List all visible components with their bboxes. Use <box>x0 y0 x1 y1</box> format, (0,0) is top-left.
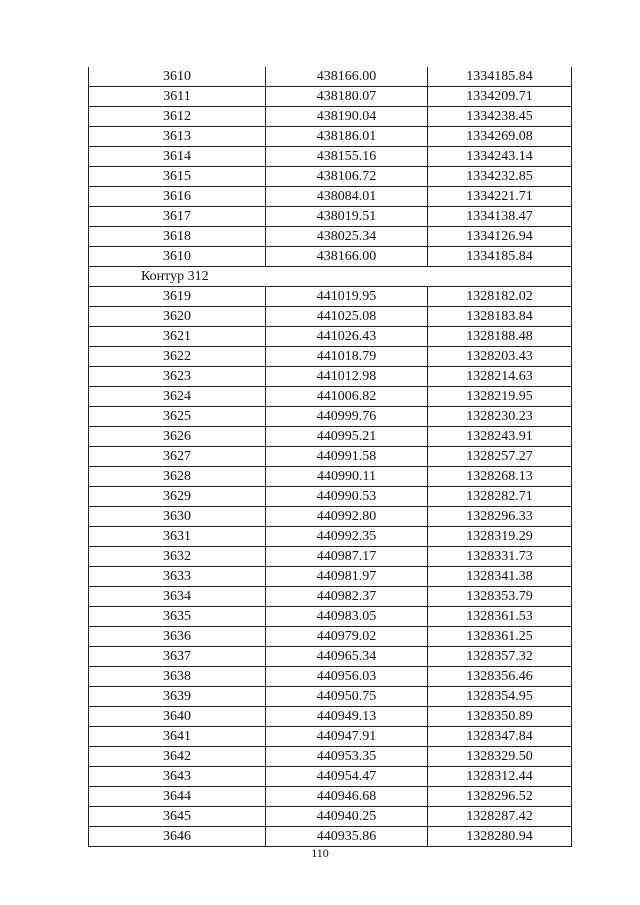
x-coordinate-cell: 440946.68 <box>266 787 428 807</box>
y-coordinate-cell: 1328268.13 <box>428 467 572 487</box>
contour-empty-cell <box>266 267 428 287</box>
point-number-cell: 3627 <box>89 447 266 467</box>
table-row <box>89 347 572 367</box>
x-coordinate-cell: 438084.01 <box>266 187 428 207</box>
y-coordinate-cell: 1334238.45 <box>428 107 572 127</box>
point-number-cell: 3643 <box>89 767 266 787</box>
y-coordinate-cell: 1328347.84 <box>428 727 572 747</box>
point-number-cell: 3613 <box>89 127 266 147</box>
y-coordinate-cell: 1334221.71 <box>428 187 572 207</box>
table-row <box>89 427 572 447</box>
y-coordinate-cell: 1328331.73 <box>428 547 572 567</box>
point-number-cell: 3631 <box>89 527 266 547</box>
point-number-cell: 3620 <box>89 307 266 327</box>
x-coordinate-cell: 440999.76 <box>266 407 428 427</box>
table-row <box>89 167 572 187</box>
y-coordinate-cell: 1328282.71 <box>428 487 572 507</box>
table-row <box>89 667 572 687</box>
point-number-cell: 3630 <box>89 507 266 527</box>
point-number-cell: 3637 <box>89 647 266 667</box>
table-row <box>89 67 572 87</box>
x-coordinate-cell: 438166.00 <box>266 67 428 87</box>
y-coordinate-cell: 1328182.02 <box>428 287 572 307</box>
point-number-cell: 3612 <box>89 107 266 127</box>
table-row <box>89 767 572 787</box>
table-row <box>89 647 572 667</box>
y-coordinate-cell: 1328296.52 <box>428 787 572 807</box>
point-number-cell: 3629 <box>89 487 266 507</box>
coordinates-table-body <box>89 67 572 847</box>
table-row <box>89 607 572 627</box>
x-coordinate-cell: 441006.82 <box>266 387 428 407</box>
x-coordinate-cell: 441018.79 <box>266 347 428 367</box>
point-number-cell: 3628 <box>89 467 266 487</box>
x-coordinate-cell: 440995.21 <box>266 427 428 447</box>
table-row <box>89 687 572 707</box>
x-coordinate-cell: 440956.03 <box>266 667 428 687</box>
y-coordinate-cell: 1328296.33 <box>428 507 572 527</box>
point-number-cell: 3614 <box>89 147 266 167</box>
point-number-cell: 3641 <box>89 727 266 747</box>
y-coordinate-cell: 1328361.25 <box>428 627 572 647</box>
table-row <box>89 627 572 647</box>
x-coordinate-cell: 441019.95 <box>266 287 428 307</box>
x-coordinate-cell: 440990.53 <box>266 487 428 507</box>
table-row <box>89 367 572 387</box>
table-row <box>89 127 572 147</box>
table-row <box>89 247 572 267</box>
table-row <box>89 407 572 427</box>
y-coordinate-cell: 1328361.53 <box>428 607 572 627</box>
x-coordinate-cell: 440992.80 <box>266 507 428 527</box>
x-coordinate-cell: 438019.51 <box>266 207 428 227</box>
x-coordinate-cell: 441012.98 <box>266 367 428 387</box>
point-number-cell: 3633 <box>89 567 266 587</box>
table-row <box>89 187 572 207</box>
y-coordinate-cell: 1328350.89 <box>428 707 572 727</box>
table-row <box>89 387 572 407</box>
point-number-cell: 3639 <box>89 687 266 707</box>
table-row <box>89 587 572 607</box>
point-number-cell: 3623 <box>89 367 266 387</box>
x-coordinate-cell: 438180.07 <box>266 87 428 107</box>
y-coordinate-cell: 1328219.95 <box>428 387 572 407</box>
point-number-cell: 3642 <box>89 747 266 767</box>
y-coordinate-cell: 1328230.23 <box>428 407 572 427</box>
table-row <box>89 747 572 767</box>
y-coordinate-cell: 1328319.29 <box>428 527 572 547</box>
point-number-cell: 3638 <box>89 667 266 687</box>
y-coordinate-cell: 1328183.84 <box>428 307 572 327</box>
table-row <box>89 827 572 847</box>
table-row <box>89 707 572 727</box>
x-coordinate-cell: 438166.00 <box>266 247 428 267</box>
point-number-cell: 3611 <box>89 87 266 107</box>
x-coordinate-cell: 441025.08 <box>266 307 428 327</box>
x-coordinate-cell: 438186.01 <box>266 127 428 147</box>
y-coordinate-cell: 1334232.85 <box>428 167 572 187</box>
x-coordinate-cell: 440935.86 <box>266 827 428 847</box>
contour-title: Контур 312 <box>89 267 266 287</box>
y-coordinate-cell: 1328312.44 <box>428 767 572 787</box>
point-number-cell: 3615 <box>89 167 266 187</box>
point-number-cell: 3645 <box>89 807 266 827</box>
y-coordinate-cell: 1328356.46 <box>428 667 572 687</box>
point-number-cell: 3610 <box>89 67 266 87</box>
point-number-cell: 3616 <box>89 187 266 207</box>
x-coordinate-cell: 440983.05 <box>266 607 428 627</box>
y-coordinate-cell: 1328353.79 <box>428 587 572 607</box>
y-coordinate-cell: 1328243.91 <box>428 427 572 447</box>
x-coordinate-cell: 440940.25 <box>266 807 428 827</box>
table-row <box>89 727 572 747</box>
point-number-cell: 3622 <box>89 347 266 367</box>
x-coordinate-cell: 440979.02 <box>266 627 428 647</box>
y-coordinate-cell: 1328357.32 <box>428 647 572 667</box>
table-row <box>89 207 572 227</box>
y-coordinate-cell: 1334243.14 <box>428 147 572 167</box>
y-coordinate-cell: 1334209.71 <box>428 87 572 107</box>
table-row <box>89 487 572 507</box>
y-coordinate-cell: 1334269.08 <box>428 127 572 147</box>
y-coordinate-cell: 1328214.63 <box>428 367 572 387</box>
x-coordinate-cell: 440992.35 <box>266 527 428 547</box>
point-number-cell: 3640 <box>89 707 266 727</box>
point-number-cell: 3618 <box>89 227 266 247</box>
table-row <box>89 807 572 827</box>
table-row <box>89 447 572 467</box>
point-number-cell: 3610 <box>89 247 266 267</box>
y-coordinate-cell: 1328257.27 <box>428 447 572 467</box>
table-row <box>89 787 572 807</box>
point-number-cell: 3636 <box>89 627 266 647</box>
point-number-cell: 3625 <box>89 407 266 427</box>
contour-header-row <box>89 267 572 287</box>
x-coordinate-cell: 440953.35 <box>266 747 428 767</box>
x-coordinate-cell: 440949.13 <box>266 707 428 727</box>
table-row <box>89 527 572 547</box>
x-coordinate-cell: 440990.11 <box>266 467 428 487</box>
y-coordinate-cell: 1334138.47 <box>428 207 572 227</box>
point-number-cell: 3646 <box>89 827 266 847</box>
x-coordinate-cell: 440987.17 <box>266 547 428 567</box>
table-row <box>89 87 572 107</box>
x-coordinate-cell: 440947.91 <box>266 727 428 747</box>
contour-empty-cell <box>428 267 572 287</box>
x-coordinate-cell: 440954.47 <box>266 767 428 787</box>
x-coordinate-cell: 440950.75 <box>266 687 428 707</box>
table-row <box>89 307 572 327</box>
x-coordinate-cell: 438155.16 <box>266 147 428 167</box>
y-coordinate-cell: 1328287.42 <box>428 807 572 827</box>
table-row <box>89 107 572 127</box>
point-number-cell: 3624 <box>89 387 266 407</box>
page-number: 110 <box>311 846 329 860</box>
coordinates-table <box>88 67 572 847</box>
x-coordinate-cell: 438106.72 <box>266 167 428 187</box>
point-number-cell: 3644 <box>89 787 266 807</box>
table-row <box>89 227 572 247</box>
x-coordinate-cell: 438025.34 <box>266 227 428 247</box>
y-coordinate-cell: 1328341.38 <box>428 567 572 587</box>
point-number-cell: 3635 <box>89 607 266 627</box>
y-coordinate-cell: 1328188.48 <box>428 327 572 347</box>
y-coordinate-cell: 1334126.94 <box>428 227 572 247</box>
x-coordinate-cell: 440981.97 <box>266 567 428 587</box>
y-coordinate-cell: 1328280.94 <box>428 827 572 847</box>
table-row <box>89 567 572 587</box>
point-number-cell: 3621 <box>89 327 266 347</box>
table-row <box>89 507 572 527</box>
x-coordinate-cell: 440991.58 <box>266 447 428 467</box>
x-coordinate-cell: 441026.43 <box>266 327 428 347</box>
point-number-cell: 3634 <box>89 587 266 607</box>
x-coordinate-cell: 438190.04 <box>266 107 428 127</box>
y-coordinate-cell: 1328354.95 <box>428 687 572 707</box>
table-row <box>89 547 572 567</box>
table-row <box>89 287 572 307</box>
point-number-cell: 3617 <box>89 207 266 227</box>
x-coordinate-cell: 440982.37 <box>266 587 428 607</box>
table-row <box>89 327 572 347</box>
point-number-cell: 3626 <box>89 427 266 447</box>
point-number-cell: 3632 <box>89 547 266 567</box>
y-coordinate-cell: 1334185.84 <box>428 67 572 87</box>
y-coordinate-cell: 1334185.84 <box>428 247 572 267</box>
table-row <box>89 467 572 487</box>
x-coordinate-cell: 440965.34 <box>266 647 428 667</box>
point-number-cell: 3619 <box>89 287 266 307</box>
table-row <box>89 147 572 167</box>
y-coordinate-cell: 1328329.50 <box>428 747 572 767</box>
y-coordinate-cell: 1328203.43 <box>428 347 572 367</box>
